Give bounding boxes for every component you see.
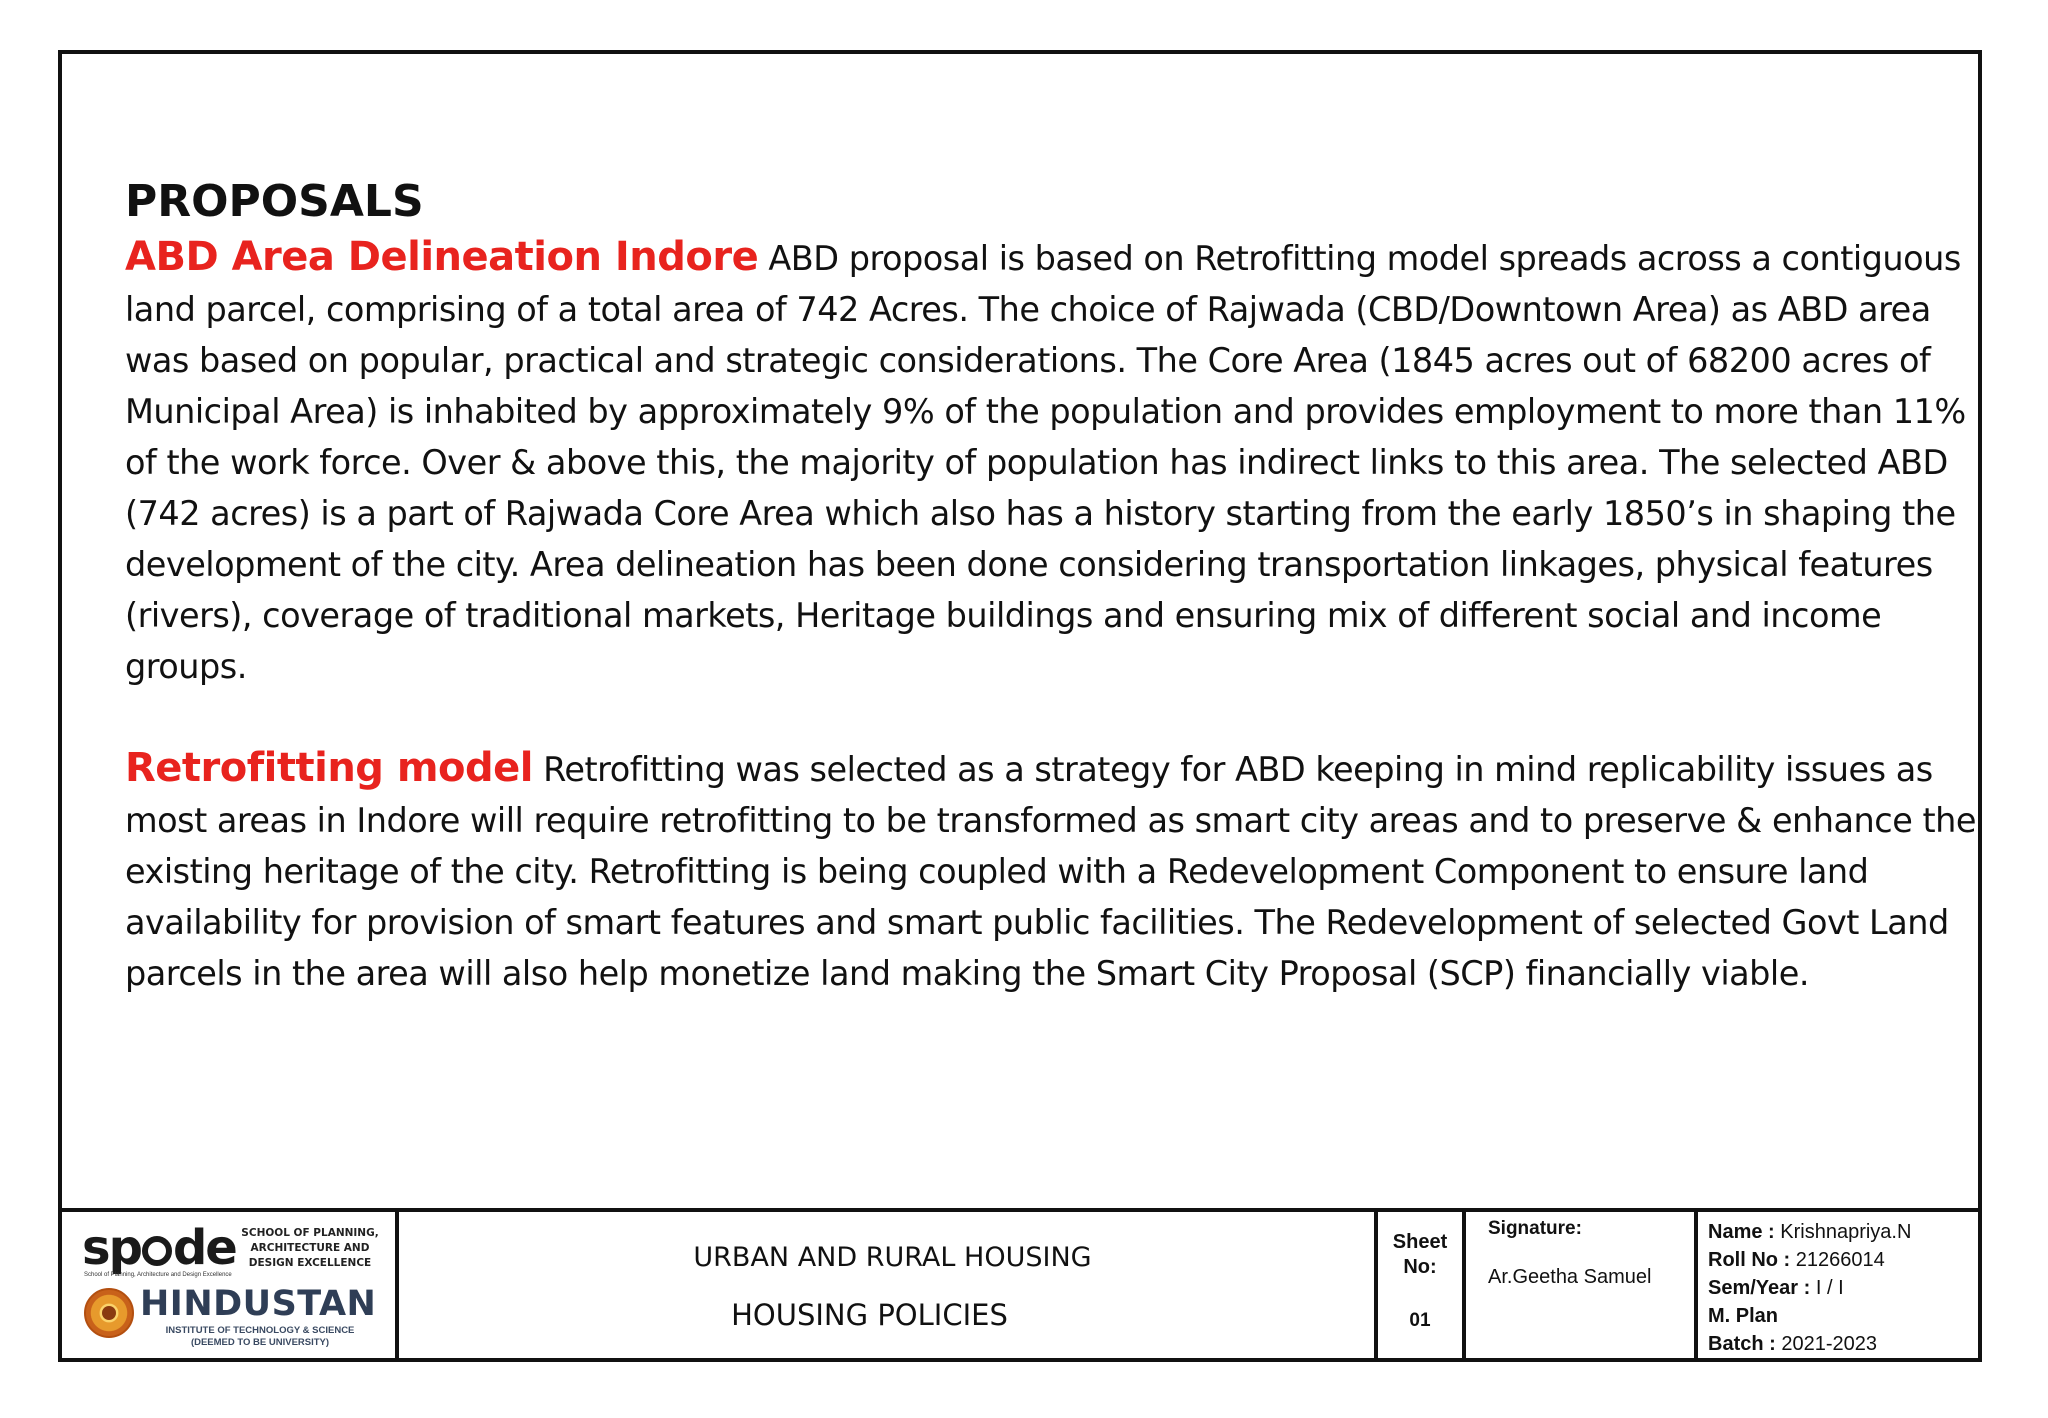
student-program: M. Plan bbox=[1708, 1305, 1779, 1327]
subject-title: URBAN AND RURAL HOUSING bbox=[693, 1242, 1092, 1273]
student-batch: 2021-2023 bbox=[1781, 1333, 1878, 1355]
subject-cell bbox=[399, 1212, 1378, 1358]
section-heading: PROPOSALS bbox=[125, 176, 424, 227]
institute-subtitle-line-2: (DEEMED TO BE UNIVERSITY) bbox=[190, 1337, 330, 1348]
student-program-row bbox=[1708, 1302, 1911, 1330]
title-block bbox=[62, 1208, 1978, 1358]
student-name-row bbox=[1708, 1218, 1911, 1246]
student-roll-row bbox=[1708, 1246, 1911, 1274]
paragraph-abd-text: ABD proposal is based on Retrofitting model spreads across a contiguous land parcel, comprising of a total area of 742 Acres. The choice of Rajwada (CBD/Downtown Area) as ABD area was based on popular, practical and strategic considerations. The Core Area (1845 acres out of 68200 acres of Municipal Area) is inhabited by approximately 9% of the population and provides employment to more than 11% of the work force. Over & above this, the majority of population has indirect links to this area. The selected ABD (742 acres) is a part of Rajwada Core Area which also has a history starting from the early 1850’s in shaping the development of the city. Area delineation has been done considering transportation linkages, physical features (rivers), coverage of traditional markets, Heritage buildings and ensuring mix of different social and income groups. bbox=[125, 239, 1966, 686]
signature-label: Signature: bbox=[1488, 1218, 1582, 1239]
sheet-label: Sheet No: bbox=[1392, 1231, 1448, 1278]
sheet-number: 01 bbox=[1409, 1310, 1431, 1331]
student-roll: 21266014 bbox=[1795, 1249, 1885, 1271]
paragraph-retrofit bbox=[125, 743, 1995, 999]
signature-name: Ar.Geetha Samuel bbox=[1488, 1266, 1652, 1288]
sheet-cell bbox=[1378, 1212, 1466, 1358]
paragraph-abd-lead: ABD Area Delineation Indore bbox=[125, 234, 759, 280]
signature-cell bbox=[1466, 1212, 1698, 1358]
student-sem: I / I bbox=[1815, 1277, 1844, 1299]
institute-name: HINDUSTAN bbox=[140, 1284, 377, 1324]
institute-seal-icon bbox=[84, 1288, 134, 1338]
student-roll-label: Roll No : bbox=[1708, 1249, 1791, 1271]
student-name-label: Name : bbox=[1708, 1221, 1775, 1243]
spade-tagline: School of Planning, Architecture and Design Excellence bbox=[84, 1272, 232, 1278]
student-details bbox=[1708, 1218, 1911, 1358]
spade-logo-ring-icon bbox=[142, 1236, 172, 1266]
student-cell bbox=[1698, 1212, 1978, 1358]
paragraph-retrofit-lead: Retrofitting model bbox=[125, 745, 533, 791]
institute-subtitle-line-1: INSTITUTE OF TECHNOLOGY & SCIENCE bbox=[165, 1325, 355, 1336]
drawing-sheet bbox=[58, 50, 1982, 1362]
institute-subtitle bbox=[142, 1325, 378, 1349]
school-name: SCHOOL OF PLANNING, ARCHITECTURE AND DESIGN EXCELLENCE bbox=[241, 1227, 379, 1269]
logo-cell bbox=[62, 1212, 399, 1358]
spade-logo: sp de bbox=[82, 1220, 236, 1276]
student-name: Krishnapriya.N bbox=[1780, 1221, 1912, 1243]
paragraph-retrofit-text: Retrofitting was selected as a strategy for ABD keeping in mind replicability issues as most areas in Indore will require retrofitting to be transformed as smart city areas and to preserve & enhance the existing heritage of the city. Retrofitting is being coupled with a Redevelopment Component to ensure land availability for provision of smart features and smart public facilities. The Redevelopment of selected Govt Land parcels in the area will also help monetize land making the Smart City Proposal (SCP) financially viable. bbox=[125, 750, 1976, 993]
student-sem-row bbox=[1708, 1274, 1911, 1302]
student-batch-row bbox=[1708, 1330, 1911, 1358]
content-area bbox=[125, 174, 1995, 999]
topic-title: HOUSING POLICIES bbox=[731, 1298, 1008, 1332]
student-sem-label: Sem/Year : bbox=[1708, 1277, 1811, 1299]
paragraph-abd bbox=[125, 232, 1995, 692]
student-batch-label: Batch : bbox=[1708, 1333, 1776, 1355]
